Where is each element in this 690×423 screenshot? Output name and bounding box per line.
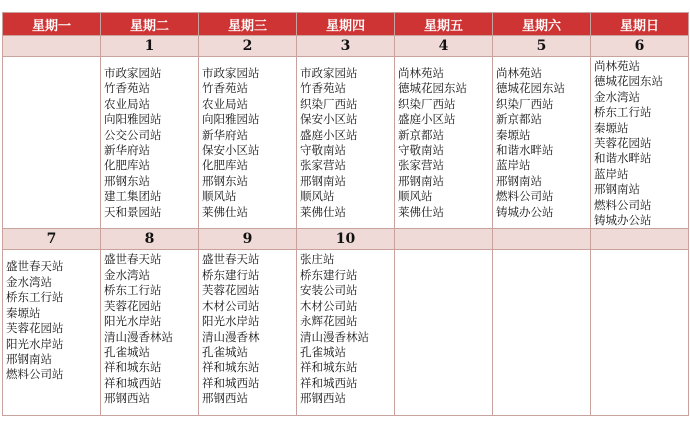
- stop-item: 永辉花园站: [300, 314, 358, 329]
- stop-item: 盛世春天站: [104, 252, 162, 267]
- stop-item: 新京都站: [496, 112, 542, 127]
- stop-item: 蓝岸站: [594, 166, 629, 181]
- stop-item: 清山漫香林站: [104, 329, 173, 344]
- stop-list: [493, 57, 590, 220]
- stop-item: 市政家园站: [300, 66, 358, 80]
- date-cell: 10: [297, 229, 395, 250]
- week1-stops-row: [3, 57, 689, 229]
- weekday-header-row: [3, 13, 689, 36]
- stop-item: 清山漫香林: [202, 329, 260, 344]
- stop-list: [493, 250, 590, 252]
- stop-item: 张家营站: [300, 158, 346, 173]
- weekday-sunday: 星期日: [591, 13, 689, 36]
- stops-cell: [395, 250, 493, 416]
- stop-item: 织染厂西站: [496, 96, 554, 111]
- stop-item: 邢钢西站: [104, 391, 150, 406]
- stop-item: 顺风站: [398, 189, 433, 204]
- stop-item: 邢钢南站: [496, 173, 542, 188]
- stop-item: 桥东建行站: [202, 267, 260, 282]
- weekday-tuesday: 星期二: [101, 13, 199, 36]
- stops-cell: [297, 57, 395, 229]
- stops-cell: [3, 250, 101, 416]
- stop-item: 芙蓉花园站: [594, 136, 652, 151]
- date-cell: 4: [395, 36, 493, 57]
- date-cell: 9: [199, 229, 297, 250]
- week1-date-row: [3, 36, 689, 57]
- stop-item: 邢钢东站: [202, 173, 248, 188]
- date-cell: 8: [101, 229, 199, 250]
- stop-list: [199, 250, 296, 406]
- stop-item: 邢钢南站: [398, 173, 444, 188]
- stop-item: 芙蓉花园站: [104, 298, 162, 313]
- stop-item: 公交公司站: [104, 127, 162, 142]
- date-cell: 3: [297, 36, 395, 57]
- stop-item: 向阳雅园站: [202, 112, 260, 127]
- stop-item: 竹香苑站: [300, 81, 346, 96]
- stop-list: [297, 57, 394, 220]
- stop-item: 盛世春天站: [6, 259, 64, 274]
- stops-cell: [297, 250, 395, 416]
- stop-item: 化肥库站: [104, 158, 150, 173]
- stop-item: 德城花园东站: [594, 74, 663, 89]
- stop-list: [101, 57, 198, 220]
- stop-item: 桥东工行站: [594, 105, 652, 120]
- stop-item: 孔雀城站: [202, 344, 248, 359]
- stop-item: 盛庭小区站: [300, 127, 358, 142]
- stops-cell: [493, 57, 591, 229]
- weekday-thursday: 星期四: [297, 13, 395, 36]
- stop-item: 邢钢南站: [594, 182, 640, 197]
- stop-item: 尚林苑站: [594, 59, 640, 73]
- stops-cell: [591, 57, 689, 229]
- date-cell: [591, 229, 689, 250]
- stop-item: 燃料公司站: [496, 189, 554, 204]
- stop-item: 邢钢南站: [300, 173, 346, 188]
- stop-item: 铸城办公站: [594, 213, 652, 228]
- stop-item: 安装公司站: [300, 283, 358, 298]
- stop-list: [395, 250, 492, 252]
- date-cell: [493, 229, 591, 250]
- stop-item: 保安小区站: [202, 143, 260, 158]
- stop-item: 竹香苑站: [202, 81, 248, 96]
- stop-item: 化肥库站: [202, 158, 248, 173]
- stops-cell: [199, 57, 297, 229]
- stop-item: 新华府站: [104, 143, 150, 158]
- stop-list: [591, 250, 688, 252]
- stop-list: [591, 57, 688, 228]
- weekday-friday: 星期五: [395, 13, 493, 36]
- stop-item: 盛庭小区站: [398, 112, 456, 127]
- stop-item: 孔雀城站: [104, 344, 150, 359]
- stops-cell: [199, 250, 297, 416]
- stop-item: 邢钢西站: [202, 391, 248, 406]
- schedule-calendar: [2, 12, 689, 416]
- stop-item: 和谐水畔站: [594, 151, 652, 166]
- stop-list: [297, 250, 394, 406]
- stop-item: 市政家园站: [104, 66, 162, 80]
- stop-item: 尚林苑站: [496, 66, 542, 80]
- stop-item: 莱佛仕站: [202, 204, 248, 219]
- stop-item: 燃料公司站: [6, 367, 64, 382]
- stop-item: 木材公司站: [300, 298, 358, 313]
- stop-list: [3, 57, 100, 66]
- stop-item: 木材公司站: [202, 298, 260, 313]
- date-cell: [395, 229, 493, 250]
- stop-item: 张家营站: [398, 158, 444, 173]
- stop-item: 金水湾站: [104, 267, 150, 282]
- stop-item: 孔雀城站: [300, 344, 346, 359]
- stop-item: 桥东建行站: [300, 267, 358, 282]
- stops-cell: [101, 250, 199, 416]
- stop-item: 天和景园站: [104, 204, 162, 219]
- stop-item: 祥和城东站: [300, 360, 358, 375]
- stops-cell: [591, 250, 689, 416]
- stops-cell: [3, 57, 101, 229]
- stop-item: 秦塬站: [594, 120, 629, 135]
- week2-date-row: [3, 229, 689, 250]
- stop-item: 金水湾站: [6, 274, 52, 289]
- stop-list: [101, 250, 198, 406]
- date-cell: 1: [101, 36, 199, 57]
- stop-item: 金水湾站: [594, 89, 640, 104]
- stop-item: 尚林苑站: [398, 66, 444, 80]
- stop-item: 和谐水畔站: [496, 143, 554, 158]
- stop-item: 祥和城西站: [202, 375, 260, 390]
- stop-item: 莱佛仕站: [300, 204, 346, 219]
- stop-list: [3, 250, 100, 382]
- stop-item: 织染厂西站: [398, 96, 456, 111]
- stop-item: 秦塬站: [496, 127, 531, 142]
- stop-item: 阳光水岸站: [202, 314, 260, 329]
- stops-cell: [101, 57, 199, 229]
- stop-item: 德城花园东站: [496, 81, 565, 96]
- stop-item: 守敬南站: [398, 143, 444, 158]
- stop-list: [199, 57, 296, 220]
- stop-item: 秦塬站: [6, 305, 41, 320]
- stop-item: 邢钢东站: [104, 173, 150, 188]
- stop-item: 邢钢南站: [6, 351, 52, 366]
- stop-item: 芙蓉花园站: [202, 283, 260, 298]
- stop-item: 新京都站: [398, 127, 444, 142]
- stop-item: 德城花园东站: [398, 81, 467, 96]
- stop-item: 燃料公司站: [594, 197, 652, 212]
- stop-item: 守敬南站: [300, 143, 346, 158]
- weekday-monday: 星期一: [3, 13, 101, 36]
- date-cell: 7: [3, 229, 101, 250]
- stop-item: 蓝岸站: [496, 158, 531, 173]
- date-cell: 2: [199, 36, 297, 57]
- stop-item: 祥和城东站: [202, 360, 260, 375]
- date-cell: [3, 36, 101, 57]
- stop-item: 清山漫香林站: [300, 329, 369, 344]
- stop-item: 竹香苑站: [104, 81, 150, 96]
- stop-item: 农业局站: [104, 96, 150, 111]
- stop-item: 祥和城西站: [300, 375, 358, 390]
- week2-stops-row: [3, 250, 689, 416]
- stop-item: 顺风站: [300, 189, 335, 204]
- stops-cell: [395, 57, 493, 229]
- stop-item: 桥东工行站: [6, 290, 64, 305]
- stop-item: 盛世春天站: [202, 252, 260, 267]
- stop-item: 桥东工行站: [104, 283, 162, 298]
- stop-item: 市政家园站: [202, 66, 260, 80]
- date-cell: 5: [493, 36, 591, 57]
- stop-item: 祥和城西站: [104, 375, 162, 390]
- stop-item: 邢钢西站: [300, 391, 346, 406]
- stop-list: [395, 57, 492, 220]
- stop-item: 莱佛仕站: [398, 204, 444, 219]
- stop-item: 祥和城东站: [104, 360, 162, 375]
- weekday-saturday: 星期六: [493, 13, 591, 36]
- stops-cell: [493, 250, 591, 416]
- stop-item: 张庄站: [300, 252, 335, 267]
- stop-item: 阳光水岸站: [104, 314, 162, 329]
- stop-item: 芙蓉花园站: [6, 321, 64, 336]
- weekday-wednesday: 星期三: [199, 13, 297, 36]
- stop-item: 顺风站: [202, 189, 237, 204]
- stop-item: 织染厂西站: [300, 96, 358, 111]
- stop-item: 向阳雅园站: [104, 112, 162, 127]
- date-cell: 6: [591, 36, 689, 57]
- stop-item: 建工集团站: [104, 189, 162, 204]
- stop-item: 新华府站: [202, 127, 248, 142]
- stop-item: 保安小区站: [300, 112, 358, 127]
- stop-item: 阳光水岸站: [6, 336, 64, 351]
- stop-item: 铸城办公站: [496, 204, 554, 219]
- stop-item: 农业局站: [202, 96, 248, 111]
